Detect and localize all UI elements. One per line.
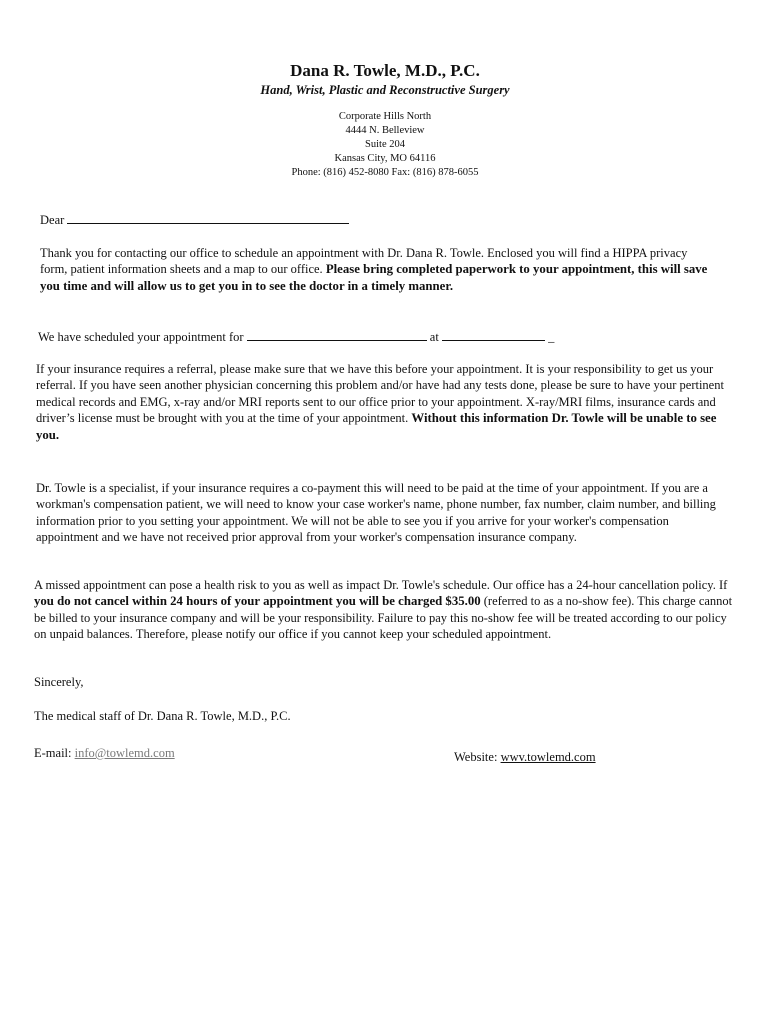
- referral-bold-text: Without this information Dr. Towle will be unable to see you.: [36, 411, 717, 442]
- email-label: E-mail:: [34, 746, 72, 760]
- appointment-label: We have scheduled your appointment for: [38, 330, 244, 344]
- missed-appointment-paragraph: [34, 577, 736, 643]
- address-line: Corporate Hills North: [338, 111, 432, 122]
- recipient-name-blank: [67, 222, 349, 224]
- website-label: Website:: [454, 750, 498, 764]
- address-line: Suite 204: [365, 139, 405, 150]
- missed-text: A missed appointment can pose a health risk to you as well as impact Dr. Towle's schedule. Our office has a 24-hour cancellation policy. If: [34, 578, 728, 592]
- intro-bold-text: Please bring completed paperwork to your appointment, this will save you time and will allow us to get you in to see the doctor in a timely manner.: [40, 262, 708, 293]
- appointment-at-label: at: [429, 330, 439, 344]
- website-line: [454, 749, 596, 765]
- address-line: 4444 N. Belleview: [345, 125, 425, 136]
- missed-text-continued: (referred to as a no-show fee). This charge cannot be billed to your insurance company and will be your responsibility. Failure to pay this no-show fee will be treated according to our policy on unpaid balances. Therefore, please notify our office if you cannot keep your scheduled appointment.: [34, 594, 733, 642]
- address-block: [0, 110, 770, 180]
- phone-fax-line: Phone: (816) 452-8080 Fax: (816) 878-6055: [291, 167, 479, 178]
- email-line: [34, 745, 175, 761]
- salutation-label: Dear: [40, 213, 65, 227]
- closing: Sincerely,: [34, 675, 84, 689]
- intro-text: Thank you for contacting our office to schedule an appointment with Dr. Dana R. Towle. Enclosed you will find a HIPPA privacy form, patient information sheets and a map to our office.: [40, 246, 688, 277]
- signature: The medical staff of Dr. Dana R. Towle, M.D., P.C.: [34, 709, 291, 723]
- intro-paragraph: [40, 245, 716, 294]
- missed-bold-text: you do not cancel within 24 hours of your appointment you will be charged $35.00: [34, 594, 481, 609]
- address-line: Kansas City, MO 64116: [334, 153, 436, 164]
- practice-name: Dana R. Towle, M.D., P.C.: [290, 61, 480, 80]
- appointment-line: [38, 329, 554, 345]
- website-link[interactable]: wwv.towlemd.com: [500, 750, 596, 764]
- specialist-paragraph: Dr. Towle is a specialist, if your insurance requires a co-payment this will need to be paid at the time of your appointment. If you are a workman's compensation patient, we will need to know your case worker's name, phone number, fax number, claim number, and billing information prior to you setting your appointment. We will not be able to see you if you arrive for your worker's compensation appointment and we have not received prior approval from your worker's compensation insurance company.: [36, 481, 716, 545]
- referral-text: If your insurance requires a referral, please make sure that we have this before your appointment. It is your responsibility to get us your referral. If you have seen another physician concerning this problem and/or have had any tests done, please be sure to have your pertinent medical records and EMG, x-ray and/or MRI reports sent to our office prior to your appointment. X-ray/MRI films, insurance cards and driver’s license must be brought with you at the time of your appointment.: [36, 362, 724, 426]
- salutation-line: [40, 212, 349, 228]
- appointment-date-blank: [247, 339, 427, 341]
- email-link[interactable]: info@towlemd.com: [74, 746, 175, 760]
- appointment-trailing-blank: _: [548, 330, 555, 344]
- practice-specialty: Hand, Wrist, Plastic and Reconstructive Surgery: [260, 83, 510, 97]
- appointment-time-blank: [442, 339, 545, 341]
- referral-paragraph: [36, 361, 734, 443]
